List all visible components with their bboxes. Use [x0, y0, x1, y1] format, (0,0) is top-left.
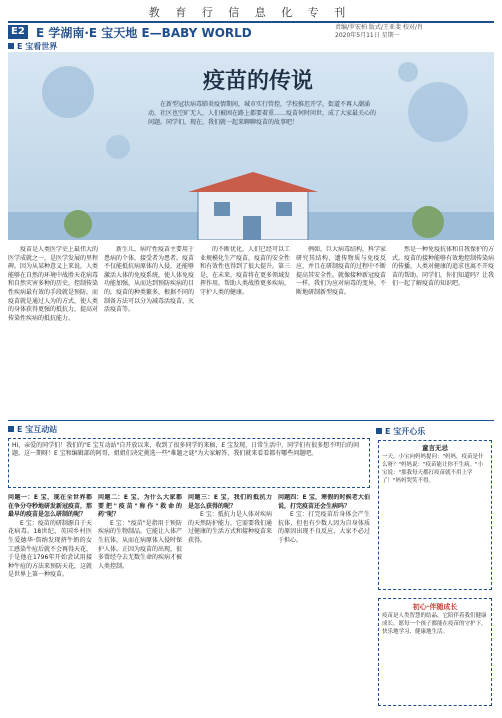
page-number-badge: E2	[8, 25, 28, 39]
answer-2: E 宝："疫苗"是指用于预防疾病的生物制品，它能让人体产生抗体，从而在病原体入侵时保护人体。正因为疫苗的出现，很多曾经夺去无数生命的疾病才被人类控制。	[98, 519, 182, 570]
article-column-1: 疫苗是人类医学史上最伟大的医学成就之一，是医学发展的里程碑。因为从某种意义上来说，人类能够在自然的环境中战胜天花病毒和自然灾害多种的历史，控制传染性疾病最有效的手段就是预防，而疫苗就是通过人为的方式，使人类的身体获得更强的抵抗力，提高对传染性疾病的抵抗能力。	[8, 246, 98, 322]
question-2: 问题二：E 宝，为什么大家都要把"疫苗"称作"救命的药"呢？	[98, 494, 182, 519]
section-tag-label: E 宝看世界	[17, 42, 58, 51]
masthead	[0, 0, 502, 40]
answer-4: E 宝：打完疫苗后身体会产生抗体，但也有少数人因为自身体质的原因出现不良反应，大家不必过于担心。	[278, 511, 370, 544]
qa-column-3	[188, 494, 272, 710]
issue-date: 2020年5月11日 星期一	[335, 32, 400, 39]
poem-title: 童言无忌	[422, 444, 448, 452]
answer-3: E 宝：抵抗力是人体对疾病的天然防护能力，它需要我们通过健康的生活方式和接种疫苗来获得。	[188, 511, 272, 544]
question-1: 问题一：E 宝，现在全世界都在争分夺秒地研发新冠疫苗，那最早的疫苗是怎么研制的呢？	[8, 494, 92, 519]
section-tag-interaction	[8, 424, 57, 435]
question-3: 问题三：E 宝，我们的抵抗力是怎么获得的呢？	[188, 494, 272, 510]
question-4: 问题四：E 宝，寒假的时候老大伯说，打完疫苗还会生病吗？	[278, 494, 370, 510]
square-icon	[8, 426, 14, 432]
article-column-2: 新生儿，病疗性疫苗主要用于患病的个体，接受者为患者。疫苗不仅能抵抗病原体的入侵，还能够激活人体的免疫系统，使人体免疫功能加强，从而达到预防疾病的目的。疫苗的种类繁多，根据不同的制备方法可以分为减毒活疫苗、灭活疫苗等。	[104, 246, 194, 314]
side-panel-heading	[376, 426, 425, 437]
side-tag-label: E 宝开心乐	[385, 427, 426, 436]
answer-1: E 宝：疫苗的研制源自于天花病毒。18世纪，英国乡村医生爱德华·詹纳发现挤牛奶的女工感染牛痘后就不会再得天花，于是他在1796年开始尝试用接种牛痘的方法来预防天花，这就是世界上第一种疫苗。	[8, 519, 92, 579]
column-title: 初心·伴随成长	[412, 603, 458, 611]
qa-column-2	[98, 494, 182, 710]
section-tag-label: E 宝互动站	[17, 425, 58, 434]
column-box	[378, 598, 492, 706]
square-icon	[376, 428, 382, 434]
hero-banner	[8, 52, 494, 240]
article-column-4: 例如，巨大病毒结构，科学家研究其结构、遗传物质与免疫反应，并且在研制疫苗的过程中不断提高其安全性。就像接种新冠疫苗一样，我们为应对病毒的变异，不断地研制新型疫苗。	[296, 246, 386, 296]
square-icon	[8, 43, 14, 49]
masthead-rule	[8, 21, 494, 23]
qa-column-4	[278, 494, 370, 710]
poem-box	[378, 440, 492, 590]
column-body: 疫苗是人类智慧的结晶，它陪伴着我们健康成长。愿每一个孩子都能在疫苗的守护下，快乐地学习、健康地生活。	[382, 613, 487, 635]
divider	[8, 420, 494, 421]
house-illustration	[8, 172, 494, 240]
intro-text: Hi，亲爱的同学们！我们的"E 宝互动站"自开放以来，收到了很多同学的来稿，E 宝发现，日常生活中，同学们有很多想不明白的问题。这一期呀！E 宝和编辑部的阿哥，姐姐们决定挑选一些"难题之谜"为大家解答，我们就来看看都有哪些问题吧。	[12, 442, 360, 458]
section-title: E 学湖南·E 宝天地 E—BABY WORLD	[36, 26, 252, 40]
masthead-meta	[335, 24, 495, 40]
side-panel	[376, 426, 494, 710]
hero-title: 疫苗的传说	[202, 68, 313, 94]
qa-column-1	[8, 494, 92, 710]
newspaper-title: 教 育 行 信 息 化 专 刊	[148, 6, 352, 19]
article-column-5: 然是一种免疫抗体和自我保护的方式。疫苗的接种能够有效地控制传染病的传播，人类对健康的追求也离不开疫苗的帮助。同学们，你们知道吗？让我们一起了解疫苗的知识吧。	[392, 246, 494, 288]
hero-intro: 在新型冠状病毒肺炎疫情期间，城市实行管控，学校推迟开学，街道不再人潮涌动，社区也空旷无人，人们被困在路上都要着重……疫苗何时问世，成了大家最关心的问题。同学们，现在，我们就一起来聊聊疫苗的故事吧！	[148, 101, 377, 126]
editor-credits: 责编/罗宏柏 版式/王亚斐 校对/肖	[335, 24, 423, 31]
section-tag-world	[8, 41, 57, 52]
poem-body: 一天，小宝向妈妈提问："妈妈，疫苗是什么呀？"妈妈说："疫苗能让你不生病。"小宝说："那我每天都打疫苗就不用上学了！"妈妈哭笑不得。	[382, 454, 484, 484]
intro-callout	[8, 438, 370, 488]
article-column-3: 的不断优化，人们已经可以工业规模化生产疫苗，疫苗的安全性和有效性也得到了很大提升。第三是，在未来，疫苗将在更多领域发挥作用，帮助人类战胜更多疾病，守护人类的健康。	[200, 246, 290, 296]
